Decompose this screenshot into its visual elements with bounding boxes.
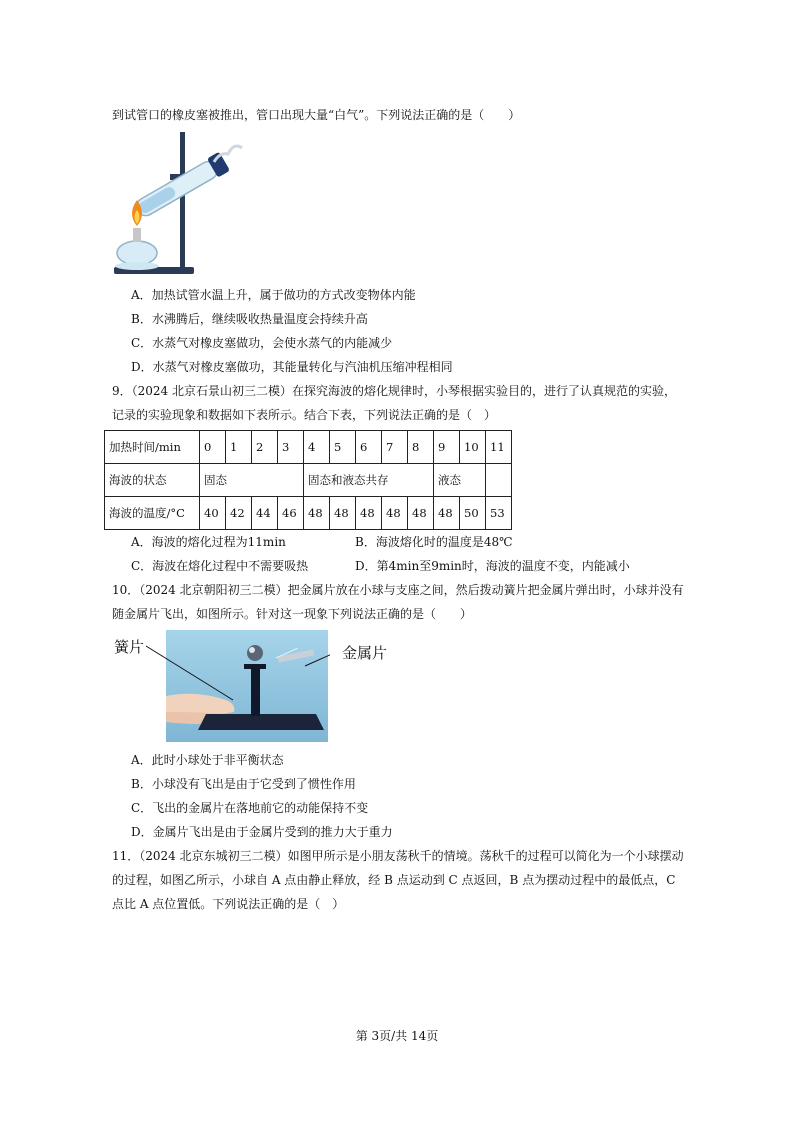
time-cell: 5: [330, 431, 356, 464]
state-coexist: 固态和液态共存: [304, 464, 434, 497]
q11-stem-line1: 11．（2024 北京东城初三二模）如图甲所示是小朋友荡秋千的情境。荡秋千的过程可以简化为一个小球摆动: [112, 849, 684, 863]
time-cell: 10: [460, 431, 486, 464]
q10-stem-line2: 随金属片飞出，如图所示。针对这一现象下列说法正确的是（ ）: [112, 607, 473, 621]
temp-cell: 50: [460, 497, 486, 530]
q10-option-d: D．金属片飞出是由于金属片受到的推力大于重力: [131, 825, 393, 839]
temp-cell: 48: [304, 497, 330, 530]
q9-option-d: D．第4min至9min时，海波的温度不变，内能减小: [355, 559, 630, 573]
state-empty: [486, 464, 512, 497]
label-spring-leaf: 簧片: [114, 638, 145, 656]
state-liquid: 液态: [434, 464, 486, 497]
temp-cell: 42: [226, 497, 252, 530]
temp-cell: 48: [356, 497, 382, 530]
temp-cell: 46: [278, 497, 304, 530]
time-cell: 4: [304, 431, 330, 464]
heating-apparatus-figure: [110, 128, 245, 278]
label-metal-sheet: 金属片: [342, 644, 388, 662]
q10-option-b: B．小球没有飞出是由于它受到了惯性作用: [131, 777, 356, 791]
q9-stem-line1: 9．（2024 北京石景山初三二模）在探究海波的熔化规律时，小琴根据实验目的，进行了认真规范的实验，: [112, 384, 676, 398]
q9-option-b: B．海波熔化时的温度是48℃: [355, 535, 513, 549]
temp-cell: 48: [382, 497, 408, 530]
q10-option-c: C．飞出的金属片在落地前它的动能保持不变: [131, 801, 369, 815]
time-cell: 7: [382, 431, 408, 464]
q11-stem-line2: 的过程，如图乙所示，小球自 A 点由静止释放，经 B 点运动到 C 点返回，B 点为摆动过程中的最低点，C: [112, 873, 676, 887]
q8-option-c: C．水蒸气对橡皮塞做功，会使水蒸气的内能减少: [131, 336, 393, 350]
temp-cell: 48: [330, 497, 356, 530]
page-number: 第 3页/共 14页: [355, 1029, 439, 1043]
q11-stem-line3: 点比 A 点位置低。下列说法正确的是（ ）: [112, 897, 345, 911]
table-row-time: [105, 431, 512, 464]
q8-stem-tail: 到试管口的橡皮塞被推出，管口出现大量“白气”。下列说法正确的是（ ）: [112, 108, 521, 122]
state-header: 海波的状态: [105, 464, 200, 497]
time-cell: 3: [278, 431, 304, 464]
state-solid: 固态: [200, 464, 304, 497]
q9-option-c: C．海波在熔化过程中不需要吸热: [131, 559, 309, 573]
time-cell: 11: [486, 431, 512, 464]
q9-stem-line2: 记录的实验现象和数据如下表所示。结合下表，下列说法正确的是（ ）: [112, 408, 497, 422]
temp-cell: 44: [252, 497, 278, 530]
q9-option-a: A．海波的熔化过程为11min: [131, 535, 286, 549]
time-header: 加热时间/min: [105, 431, 200, 464]
temp-cell: 40: [200, 497, 226, 530]
temp-header: 海波的温度/°C: [105, 497, 200, 530]
melting-data-table: [104, 430, 512, 530]
temp-cell: 53: [486, 497, 512, 530]
time-cell: 9: [434, 431, 460, 464]
time-cell: 6: [356, 431, 382, 464]
time-cell: 2: [252, 431, 278, 464]
table-row-state: [105, 464, 512, 497]
q8-option-a: A．加热试管水温上升，属于做功的方式改变物体内能: [131, 288, 416, 302]
q8-option-b: B．水沸腾后，继续吸收热量温度会持续升高: [131, 312, 368, 326]
time-cell: 0: [200, 431, 226, 464]
callout-lines: [140, 640, 330, 710]
temp-cell: 48: [408, 497, 434, 530]
q8-option-d: D．水蒸气对橡皮塞做功，其能量转化与汽油机压缩冲程相同: [131, 360, 453, 374]
q10-option-a: A．此时小球处于非平衡状态: [131, 753, 284, 767]
q10-stem-line1: 10．（2024 北京朝阳初三二模）把金属片放在小球与支座之间，然后拨动簧片把金属片弹出时，小球并没有: [112, 583, 684, 597]
time-cell: 8: [408, 431, 434, 464]
table-row-temp: [105, 497, 512, 530]
temp-cell: 48: [434, 497, 460, 530]
time-cell: 1: [226, 431, 252, 464]
